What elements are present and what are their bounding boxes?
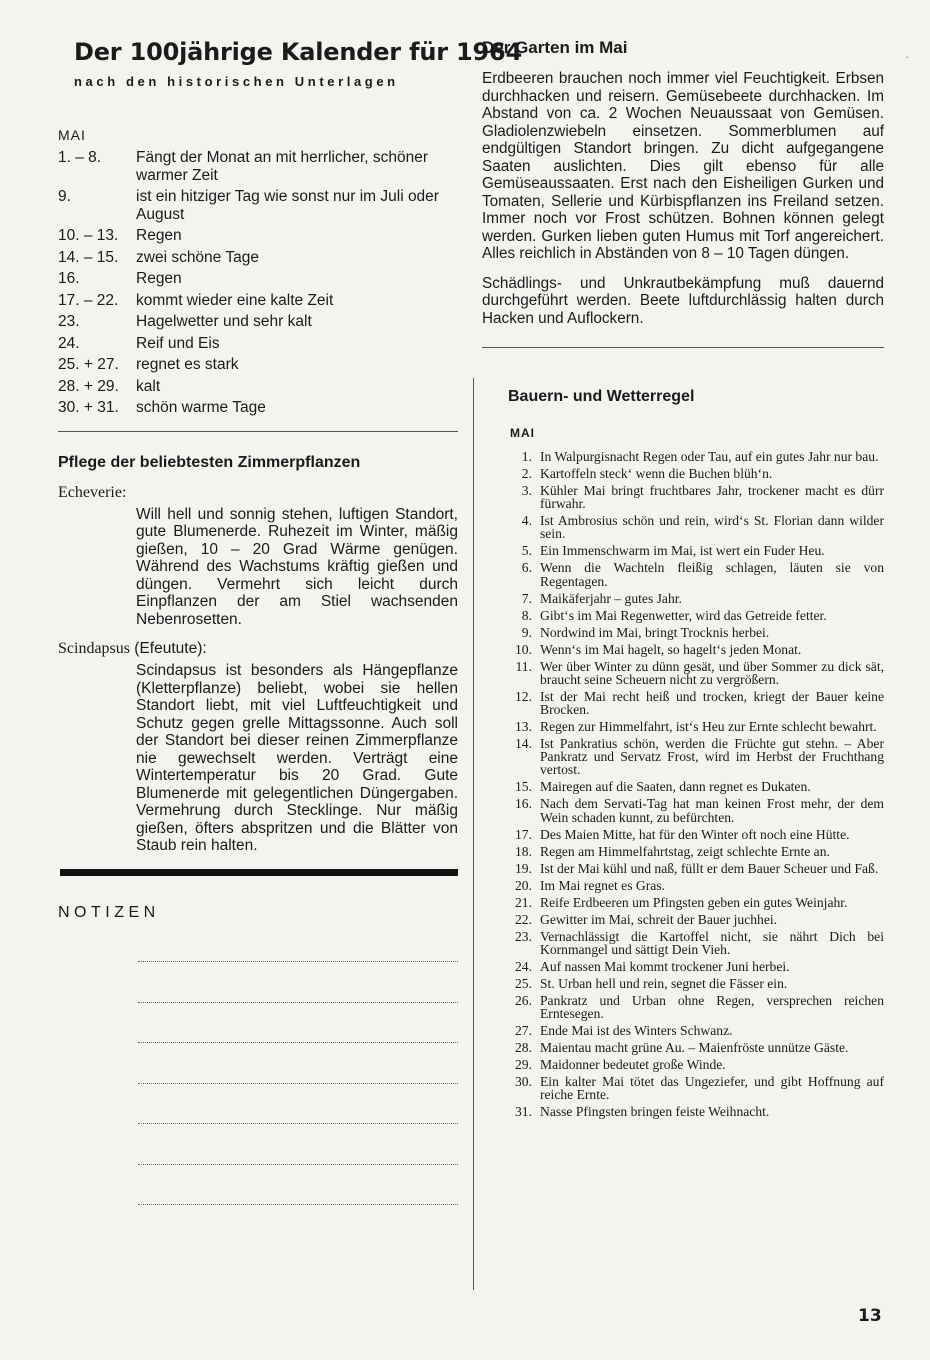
- rule-item: [482, 828, 884, 841]
- note-line[interactable]: [138, 1003, 458, 1044]
- rule-number: 24.: [515, 958, 532, 974]
- page-title: Der 100jährige Kalender für 1964: [74, 38, 523, 66]
- calendar-text: Regen: [136, 227, 182, 244]
- calendar-text: kalt: [136, 377, 161, 395]
- rule-item: [482, 930, 884, 956]
- rule-text: Mairegen auf die Saaten, dann regnet es Dukaten.: [540, 779, 811, 795]
- rule-number: 16.: [515, 796, 532, 812]
- rule-text: Nach dem Servati-Tag hat man keinen Frost mehr, der dem Wein schaden kunnt, zu befürchten.: [540, 796, 884, 825]
- rule-number: 27.: [515, 1023, 532, 1039]
- rules-list: [482, 450, 884, 1118]
- rule-item: [482, 845, 884, 858]
- rule-text: Reife Erdbeeren um Pfingsten geben ein gutes Weinjahr.: [540, 894, 848, 910]
- note-line[interactable]: [138, 1124, 458, 1165]
- rule-item: [482, 467, 884, 480]
- scan-speck: ·: [905, 48, 910, 64]
- rule-number: 17.: [515, 826, 532, 842]
- calendar-text: Fängt der Monat an mit herrlicher, schöner warmer Zeit: [136, 149, 429, 184]
- rule-text: Ein kalter Mai tötet das Ungeziefer, und gibt Hoffnung auf reiche Ernte.: [540, 1074, 884, 1103]
- rule-number: 13.: [515, 719, 532, 735]
- rule-number: 6.: [521, 560, 532, 576]
- calendar-date: 23.: [58, 313, 80, 330]
- rule-text: Maientau macht grüne Au. – Maienfröste unnütze Gäste.: [540, 1040, 849, 1056]
- rule-text: Ende Mai ist des Winters Schwanz.: [540, 1023, 733, 1039]
- notes-lines: [58, 922, 458, 1206]
- rule-number: 14.: [515, 736, 532, 752]
- calendar-date: 24.: [58, 334, 80, 352]
- plant-name-scindapsus: [58, 640, 458, 658]
- plants-title: Pflege der beliebtesten Zimmerpflanzen: [58, 453, 361, 471]
- plant-text-scindapsus: Scindapsus ist besonders als Hängepflanze (Kletterpflanze) beliebt, wobei sie hellen Standort liebt, mit viel Luftfeuchtigkeit und Schutz gegen grelle Mittagssonne. Auch soll der Standort bei dieser reinen Zimmerpflanze nie gewechselt werden. Verträgt eine Wintertemperatur bis 20 Grad. Gute Blumenerde mit gelegentlichen Düngergaben. Vermehrung durch Stecklinge. Nur mäßig gießen, öfters abspritzen und die Blätter von Staub rein halten.: [136, 662, 458, 854]
- rule-item: [482, 514, 884, 540]
- rule-number: 4.: [521, 513, 532, 529]
- rule-text: Nasse Pfingsten bringen feiste Weihnacht.: [540, 1104, 770, 1120]
- rule-number: 29.: [515, 1057, 532, 1073]
- calendar-text: Hagelwetter und sehr kalt: [136, 313, 312, 330]
- rule-number: 5.: [521, 543, 532, 559]
- rule-text: Ist Pankratius schön, werden die Früchte gut stehn. – Aber Pankratz und Servatz Frost, wird im Herbst der Fruchthang vertost.: [540, 736, 884, 778]
- page-number: 13: [858, 1306, 882, 1326]
- divider: [58, 431, 458, 432]
- calendar-entry: [58, 188, 458, 223]
- rule-text: Nordwind im Mai, bringt Trocknis herbei.: [540, 624, 770, 640]
- rule-text: Maidonner bedeutet große Winde.: [540, 1057, 726, 1073]
- rule-item: [482, 592, 884, 605]
- calendar-text: regnet es stark: [136, 356, 239, 373]
- note-line[interactable]: [138, 1043, 458, 1084]
- rule-number: 3.: [521, 483, 532, 498]
- rule-item: [482, 960, 884, 973]
- left-column: [58, 38, 523, 1205]
- plant-name-echeverie: [58, 484, 458, 502]
- rule-item: [482, 737, 884, 777]
- rule-number: 25.: [515, 975, 532, 991]
- rule-item: [482, 1058, 884, 1071]
- rule-text: Kühler Mai bringt fruchtbares Jahr, trockener macht es dürr fürwahr.: [540, 483, 884, 512]
- rule-number: 23.: [515, 928, 532, 944]
- rule-text: Regen zur Himmelfahrt, ist‘s Heu zur Ernte schlecht bewahrt.: [540, 719, 877, 735]
- rule-text: Kartoffeln steck‘ wenn die Buchen blüh‘n.: [540, 466, 773, 481]
- rule-number: 26.: [515, 992, 532, 1008]
- rule-text: Vernachlässigt die Kartoffel nicht, sie nährt Dich bei Kornmangel und sättigt Dein Vieh.: [540, 928, 884, 957]
- rule-number: 21.: [515, 894, 532, 910]
- rule-text: Regen am Himmelfahrtstag, zeigt schlechte Ernte an.: [540, 843, 830, 859]
- rule-text: Im Mai regnet es Gras.: [540, 877, 665, 893]
- note-line[interactable]: [138, 1165, 458, 1206]
- calendar-entry: [58, 378, 458, 396]
- calendar-date: 16.: [58, 270, 80, 287]
- rule-number: 7.: [521, 590, 532, 606]
- calendar-date: 9.: [58, 188, 71, 205]
- calendar-entry: [58, 356, 458, 374]
- rule-text: Ist der Mai recht heiß und trocken, kriegt der Bauer keine Brocken.: [540, 688, 884, 718]
- rule-text: In Walpurgisnacht Regen oder Tau, auf ein gutes Jahr nur bau.: [540, 449, 879, 464]
- rule-number: 31.: [515, 1104, 532, 1120]
- rule-item: [482, 544, 884, 557]
- plant-text-echeverie: Will hell und sonnig stehen, luftigen Standort, gute Blumenerde. Ruhezeit im Winter, mäßig gießen, 10 – 20 Grad Wärme genügen. Während des Wachstums kräftig gießen und düngen. Vermehrt sich leicht durch Einpflanzen der am Stiel wachsenden Nebenrosetten.: [136, 505, 458, 628]
- calendar-date: 25. + 27.: [58, 356, 119, 373]
- rule-text: Wenn‘s im Mai hagelt, so hagelt‘s jeden Monat.: [540, 641, 802, 657]
- calendar-entry: [58, 227, 458, 245]
- calendar-entry: [58, 399, 458, 417]
- plant-qualifier: (Efeutute):: [130, 640, 207, 657]
- calendar-list: [58, 149, 458, 417]
- rule-text: Pankratz und Urban ohne Regen, versprechen reichen Erntesegen.: [540, 992, 884, 1022]
- notes-title: NOTIZEN: [58, 903, 160, 921]
- calendar-month: MAI: [58, 127, 86, 143]
- rule-item: [482, 609, 884, 622]
- rule-number: 9.: [521, 624, 532, 640]
- rule-text: Gewitter im Mai, schreit der Bauer juchhei.: [540, 911, 778, 927]
- rule-number: 11.: [515, 658, 532, 674]
- rule-item: [482, 561, 884, 587]
- rule-number: 15.: [515, 779, 532, 795]
- rule-number: 28.: [515, 1040, 532, 1056]
- calendar-entry: [58, 149, 458, 184]
- calendar-date: 10. – 13.: [58, 227, 119, 244]
- calendar-date: 30. + 31.: [58, 399, 119, 416]
- column-divider: [473, 378, 474, 1290]
- rule-number: 2.: [521, 466, 532, 481]
- calendar-text: kommt wieder eine kalte Zeit: [136, 291, 334, 309]
- calendar-text: ist ein hitziger Tag wie sonst nur im Juli oder August: [136, 188, 439, 223]
- rule-item: [482, 780, 884, 793]
- rule-number: 12.: [515, 688, 532, 704]
- rule-number: 18.: [515, 843, 532, 859]
- rule-text: Maikäferjahr – gutes Jahr.: [540, 590, 682, 606]
- rule-text: Auf nassen Mai kommt trockener Juni herbei.: [540, 958, 790, 974]
- calendar-entry: [58, 313, 458, 331]
- rule-number: 20.: [515, 877, 532, 893]
- rule-item: [482, 1024, 884, 1037]
- rule-item: [482, 643, 884, 656]
- calendar-date: 28. + 29.: [58, 377, 119, 395]
- rule-item: [482, 862, 884, 875]
- thick-divider: [60, 869, 458, 876]
- rule-text: St. Urban hell und rein, segnet die Fässer ein.: [540, 975, 788, 991]
- rule-item: [482, 797, 884, 823]
- rule-number: 1.: [521, 449, 532, 464]
- garden-paragraph: Schädlings- und Unkrautbekämpfung muß dauernd durchgeführt werden. Beete luftdurchlässig halten durch Hacken und Auflockern.: [482, 274, 884, 327]
- calendar-entry: [58, 292, 458, 310]
- calendar-entry: [58, 335, 458, 353]
- calendar-text: Regen: [136, 270, 182, 287]
- rule-item: [482, 626, 884, 639]
- rule-item: [482, 977, 884, 990]
- rule-item: [482, 896, 884, 909]
- rule-text: Ist der Mai kühl und naß, füllt er dem Bauer Scheuer und Faß.: [540, 860, 879, 876]
- note-line[interactable]: [138, 922, 458, 963]
- rule-number: 22.: [515, 911, 532, 927]
- divider: [482, 347, 884, 348]
- rule-item: [482, 450, 884, 463]
- calendar-entry: [58, 249, 458, 267]
- rule-item: [482, 720, 884, 733]
- rule-text: Wenn die Wachteln fleißig schlagen, läuten sie von Regentagen.: [540, 560, 884, 589]
- rule-item: [482, 690, 884, 716]
- garden-title: Der Garten im Mai: [482, 38, 628, 57]
- rule-text: Ein Immenschwarm im Mai, ist wert ein Fuder Heu.: [540, 543, 825, 559]
- rule-number: 19.: [515, 860, 532, 876]
- calendar-text: schön warme Tage: [136, 399, 266, 416]
- calendar-text: zwei schöne Tage: [136, 248, 259, 266]
- rule-item: [482, 660, 884, 686]
- right-column: [482, 38, 884, 1122]
- rule-item: [482, 994, 884, 1020]
- rule-text: Wer über Winter zu dünn gesät, und über Sommer zu dick sät, braucht seine Scheuern nicht zu vergrößern.: [540, 658, 884, 687]
- rule-text: Gibt‘s im Mai Regenwetter, wird das Getreide fetter.: [540, 607, 827, 623]
- rule-number: 8.: [521, 607, 532, 623]
- rules-title: Bauern- und Wetterregel: [508, 388, 695, 405]
- rule-item: [482, 1075, 884, 1101]
- rules-month: MAI: [510, 426, 535, 440]
- calendar-text: Reif und Eis: [136, 334, 220, 352]
- calendar-date: 17. – 22.: [58, 291, 119, 309]
- calendar-date: 14. – 15.: [58, 248, 119, 266]
- note-line[interactable]: [138, 962, 458, 1003]
- note-line[interactable]: [138, 1084, 458, 1125]
- rule-text: Des Maien Mitte, hat für den Winter oft noch eine Hütte.: [540, 826, 850, 842]
- rule-number: 10.: [515, 641, 532, 657]
- rule-item: [482, 1105, 884, 1118]
- rule-number: 30.: [515, 1074, 532, 1090]
- rule-item: [482, 1041, 884, 1054]
- rule-text: Ist Ambrosius schön und rein, wird‘s St. Florian dann wilder sein.: [540, 513, 884, 542]
- plant-name-text: Scindapsus: [58, 640, 130, 657]
- calendar-entry: [58, 270, 458, 288]
- plant-name-text: Echeverie:: [58, 483, 127, 501]
- page-subtitle: nach den historischen Unterlagen: [74, 74, 399, 89]
- calendar-date: 1. – 8.: [58, 149, 102, 166]
- rule-item: [482, 484, 884, 510]
- garden-paragraph: Erdbeeren brauchen noch immer viel Feuchtigkeit. Erbsen durchhacken und reisern. Gemüsebeete durchhacken. Im Abstand von ca. 2 Wochen Neuaussaat von Gemüsen. Gladiolenzwiebeln einsetzen. Sommerblumen auf endgültigen Standort bringen. Zu dicht aufgegangene Saaten auslichten. Dies gilt ebenso für alle Gemüseaussaaten. Erst nach den Eisheiligen Gurken und Tomaten, Sellerie und Kürbispflanzen ins Freiland setzen. Immer noch vor Frost schützen. Bohnen können gelegt werden. Gurken lieben guten Humus mit Torf angereichert. Alles reichlich in Abständen von 8 – 10 Tagen düngen.: [482, 70, 884, 262]
- rule-item: [482, 913, 884, 926]
- rule-item: [482, 879, 884, 892]
